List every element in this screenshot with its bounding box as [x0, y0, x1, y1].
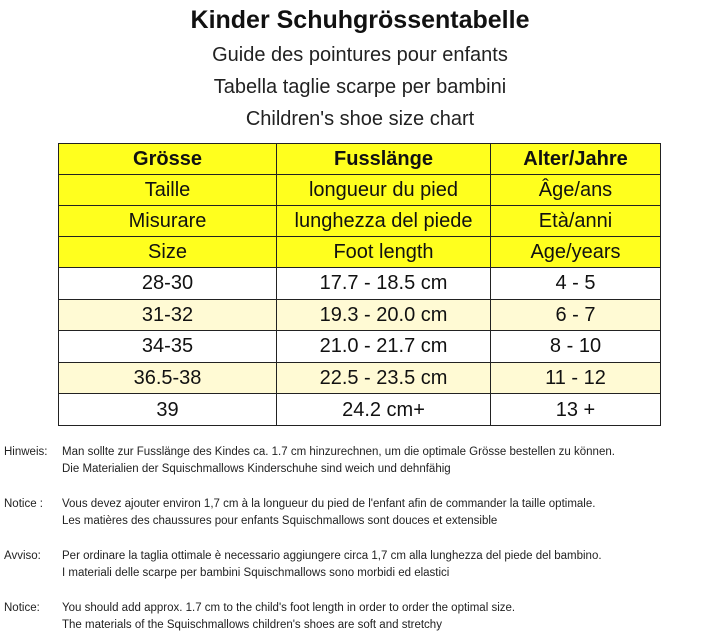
- note-line: The materials of the Squischmallows children's shoes are soft and stretchy: [62, 619, 442, 631]
- page-title: Kinder Schuhgrössentabelle: [190, 6, 530, 34]
- cell-size: 31-32: [59, 299, 277, 331]
- note-text: [62, 548, 602, 582]
- note-line: Per ordinare la taglia ottimale è necessario aggiungere circa 1,7 cm alla lunghezza del piede del bambino.: [62, 550, 602, 562]
- table-row: [59, 362, 661, 394]
- note-line: Die Materialien der Squischmallows Kinderschuhe sind weich und dehnfähig: [62, 463, 451, 475]
- header-size-de: Grösse: [59, 144, 277, 175]
- header-size-en: Size: [59, 237, 277, 268]
- note-label: Avviso:: [4, 550, 41, 562]
- note-line: I materiali delle scarpe per bambini Squischmallows sono morbidi ed elastici: [62, 567, 450, 579]
- header-row-english: [59, 237, 661, 268]
- header-age-fr: Âge/ans: [491, 175, 661, 206]
- subtitle-italian: Tabella taglie scarpe per bambini: [213, 76, 507, 98]
- cell-age: 11 - 12: [491, 362, 661, 394]
- cell-foot-length: 24.2 cm+: [277, 394, 491, 426]
- cell-foot-length: 19.3 - 20.0 cm: [277, 299, 491, 331]
- header-size-it: Misurare: [59, 206, 277, 237]
- table-row: [59, 299, 661, 331]
- table-row: [59, 268, 661, 300]
- note-text: [62, 496, 595, 530]
- cell-age: 13 +: [491, 394, 661, 426]
- header-size-fr: Taille: [59, 175, 277, 206]
- note-label: Hinweis:: [4, 446, 48, 458]
- note-line: You should add approx. 1.7 cm to the child's foot length in order to order the optimal size.: [62, 602, 516, 614]
- note-text: [62, 600, 515, 634]
- header-row-italian: [59, 206, 661, 237]
- header-age-it: Età/anni: [491, 206, 661, 237]
- cell-foot-length: 22.5 - 23.5 cm: [277, 362, 491, 394]
- table-header: [59, 144, 661, 268]
- header-foot-length-fr: longueur du pied: [277, 175, 491, 206]
- table-body: [59, 268, 661, 426]
- subtitle-english: Children's shoe size chart: [245, 108, 475, 130]
- cell-size: 28-30: [59, 268, 277, 300]
- header-age-en: Age/years: [491, 237, 661, 268]
- table-row: [59, 331, 661, 363]
- header-foot-length-de: Fusslänge: [277, 144, 491, 175]
- header-age-de: Alter/Jahre: [491, 144, 661, 175]
- cell-age: 4 - 5: [491, 268, 661, 300]
- note-line: Les matières des chaussures pour enfants Squischmallows sont douces et extensible: [62, 515, 498, 527]
- cell-foot-length: 17.7 - 18.5 cm: [277, 268, 491, 300]
- size-chart-table: [58, 143, 661, 426]
- cell-age: 6 - 7: [491, 299, 661, 331]
- note-text: [62, 444, 615, 478]
- header-row-german: [59, 144, 661, 175]
- header-foot-length-en: Foot length: [277, 237, 491, 268]
- cell-size: 39: [59, 394, 277, 426]
- cell-size: 34-35: [59, 331, 277, 363]
- header-foot-length-it: lunghezza del piede: [277, 206, 491, 237]
- note-label: Notice:: [4, 602, 40, 614]
- note-line: Man sollte zur Fusslänge des Kindes ca. 1.7 cm hinzurechnen, um die optimale Grösse bestellen zu können.: [62, 446, 615, 458]
- note-line: Vous devez ajouter environ 1,7 cm à la longueur du pied de l'enfant afin de commander la taille optimale.: [62, 498, 596, 510]
- subtitle-french: Guide des pointures pour enfants: [212, 44, 508, 66]
- cell-age: 8 - 10: [491, 331, 661, 363]
- table-row: [59, 394, 661, 426]
- header-row-french: [59, 175, 661, 206]
- note-label: Notice :: [4, 498, 43, 510]
- cell-foot-length: 21.0 - 21.7 cm: [277, 331, 491, 363]
- cell-size: 36.5-38: [59, 362, 277, 394]
